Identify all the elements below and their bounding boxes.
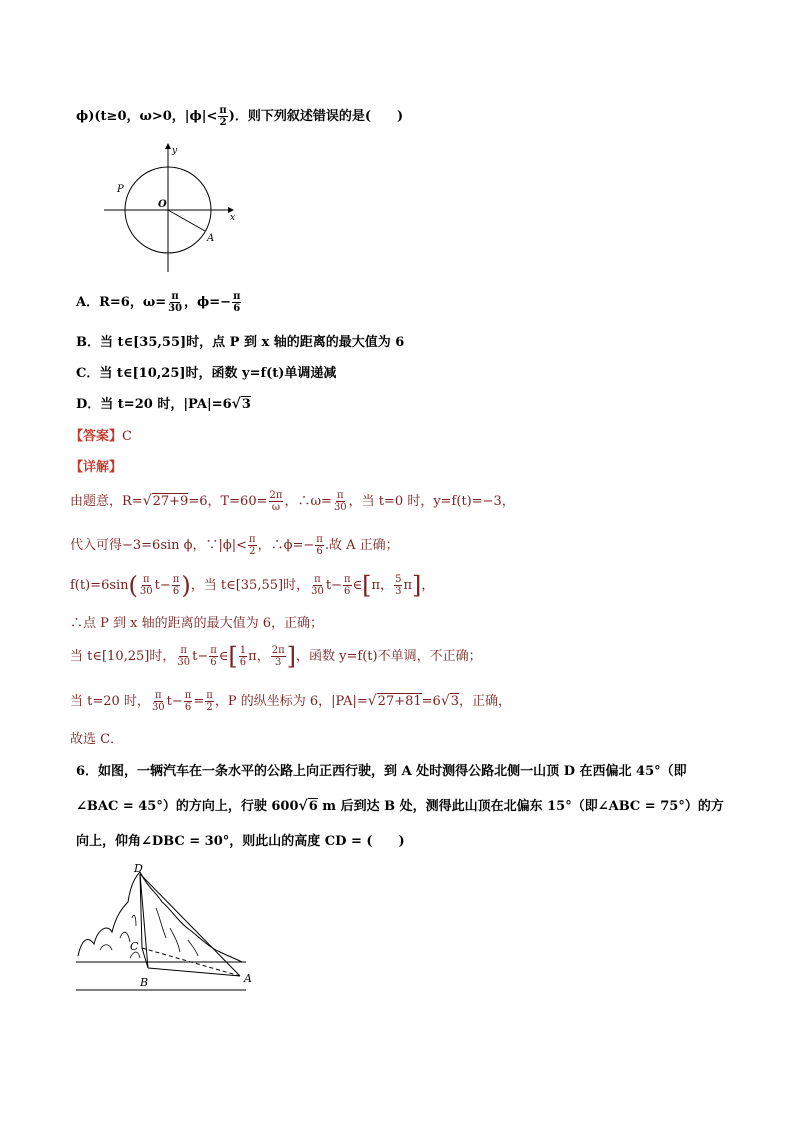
y-axis-arrow xyxy=(165,143,171,149)
detail-label: 【详解】 xyxy=(70,460,123,475)
label-y: y xyxy=(172,146,178,156)
option-d: D．当 t=20 时，|PA|=6√3 xyxy=(76,396,251,412)
q5-stem: ϕ)(t≥0，ω>0，|ϕ|< $\frac{\pi}{2}$ )．则下列叙述错误的是( ) xyxy=(76,105,404,128)
fraction: $\frac{\pi}{2}$ xyxy=(219,105,227,128)
label-a: A xyxy=(207,233,215,244)
solution-line-3: f(t)=6sin( $\frac{\pi}{30}$ t− $\frac{\pi}{6}$ )，当 t∈[35,55]时， $\frac{\pi}{30}$ t− $\frac{\pi}{6}$ ∈[π， $\frac{5}{3}$ π]， xyxy=(70,571,435,600)
solution-line-5: 当 t∈[10,25]时， $\frac{\pi}{30}$ t− $\frac{\pi}{6}$ ∈[ $\frac{1}{6}$ π， $\frac{2\pi}{3}$ ]，函数 y=f(t)不单调，不正确； xyxy=(70,642,482,671)
answer-line xyxy=(70,425,132,444)
solution-line-7: 故选 C． xyxy=(70,732,124,747)
segment-da xyxy=(140,874,240,976)
label-p: P xyxy=(117,184,124,195)
radius-oa xyxy=(168,210,205,231)
option-a: A．R=6，ω= $\frac{\pi}{30}$ ，ϕ=− $\frac{\pi}{6}$ xyxy=(76,291,241,314)
q5-circle-diagram xyxy=(100,140,245,275)
label-d: D xyxy=(134,862,143,875)
solution-line-4: ∴点 P 到 x 轴的距离的最大值为 6，正确； xyxy=(70,616,324,631)
solution-line-2: 代入可得−3=6sin ϕ，∵|ϕ|< $\frac{\pi}{2}$ ，∴ϕ=− $\frac{\pi}{6}$ .故 A 正确； xyxy=(70,534,399,557)
q6-line-3: 向上，仰角∠DBC = 30°，则此山的高度 CD = ( ) xyxy=(76,834,405,849)
label-c: C xyxy=(130,940,139,953)
q6-mountain-diagram xyxy=(70,858,270,998)
q6-line-2: ∠BAC = 45°）的方向上，行驶 600√6 m 后到达 B 处，测得此山顶在北偏东 15°（即∠ABC = 75°）的方 xyxy=(76,798,724,814)
label-b: B xyxy=(140,976,149,989)
label-x: x xyxy=(230,213,236,223)
mountain-outline xyxy=(78,872,242,962)
solution-line-6: 当 t=20 时， $\frac{\pi}{30}$ t− $\frac{\pi}{6}$ = $\frac{\pi}{2}$ ，P 的纵坐标为 6，|PA|=√27+81=6√3，正确， xyxy=(70,690,512,713)
label-o: O xyxy=(158,199,167,210)
option-c: C．当 t∈[10,25]时，函数 y=f(t)单调递减 xyxy=(76,366,337,381)
q6-line-1: 6．如图，一辆汽车在一条水平的公路上向正西行驶，到 A 处时测得公路北侧一山顶 D 在西偏北 45°（即 xyxy=(76,764,687,779)
answer-label: 【答案】 xyxy=(70,429,123,444)
label-a: A xyxy=(244,972,252,985)
solution-line-1: 由题意，R=√27+9=6，T=60= $\frac{2\pi}{\omega}$ ，∴ω= $\frac{\pi}{30}$ ，当 t=0 时，y=f(t)=−3， xyxy=(70,490,515,513)
option-b: B．当 t∈[35,55]时，点 P 到 x 轴的距离的最大值为 6 xyxy=(76,335,405,350)
answer-value: C xyxy=(122,429,132,444)
